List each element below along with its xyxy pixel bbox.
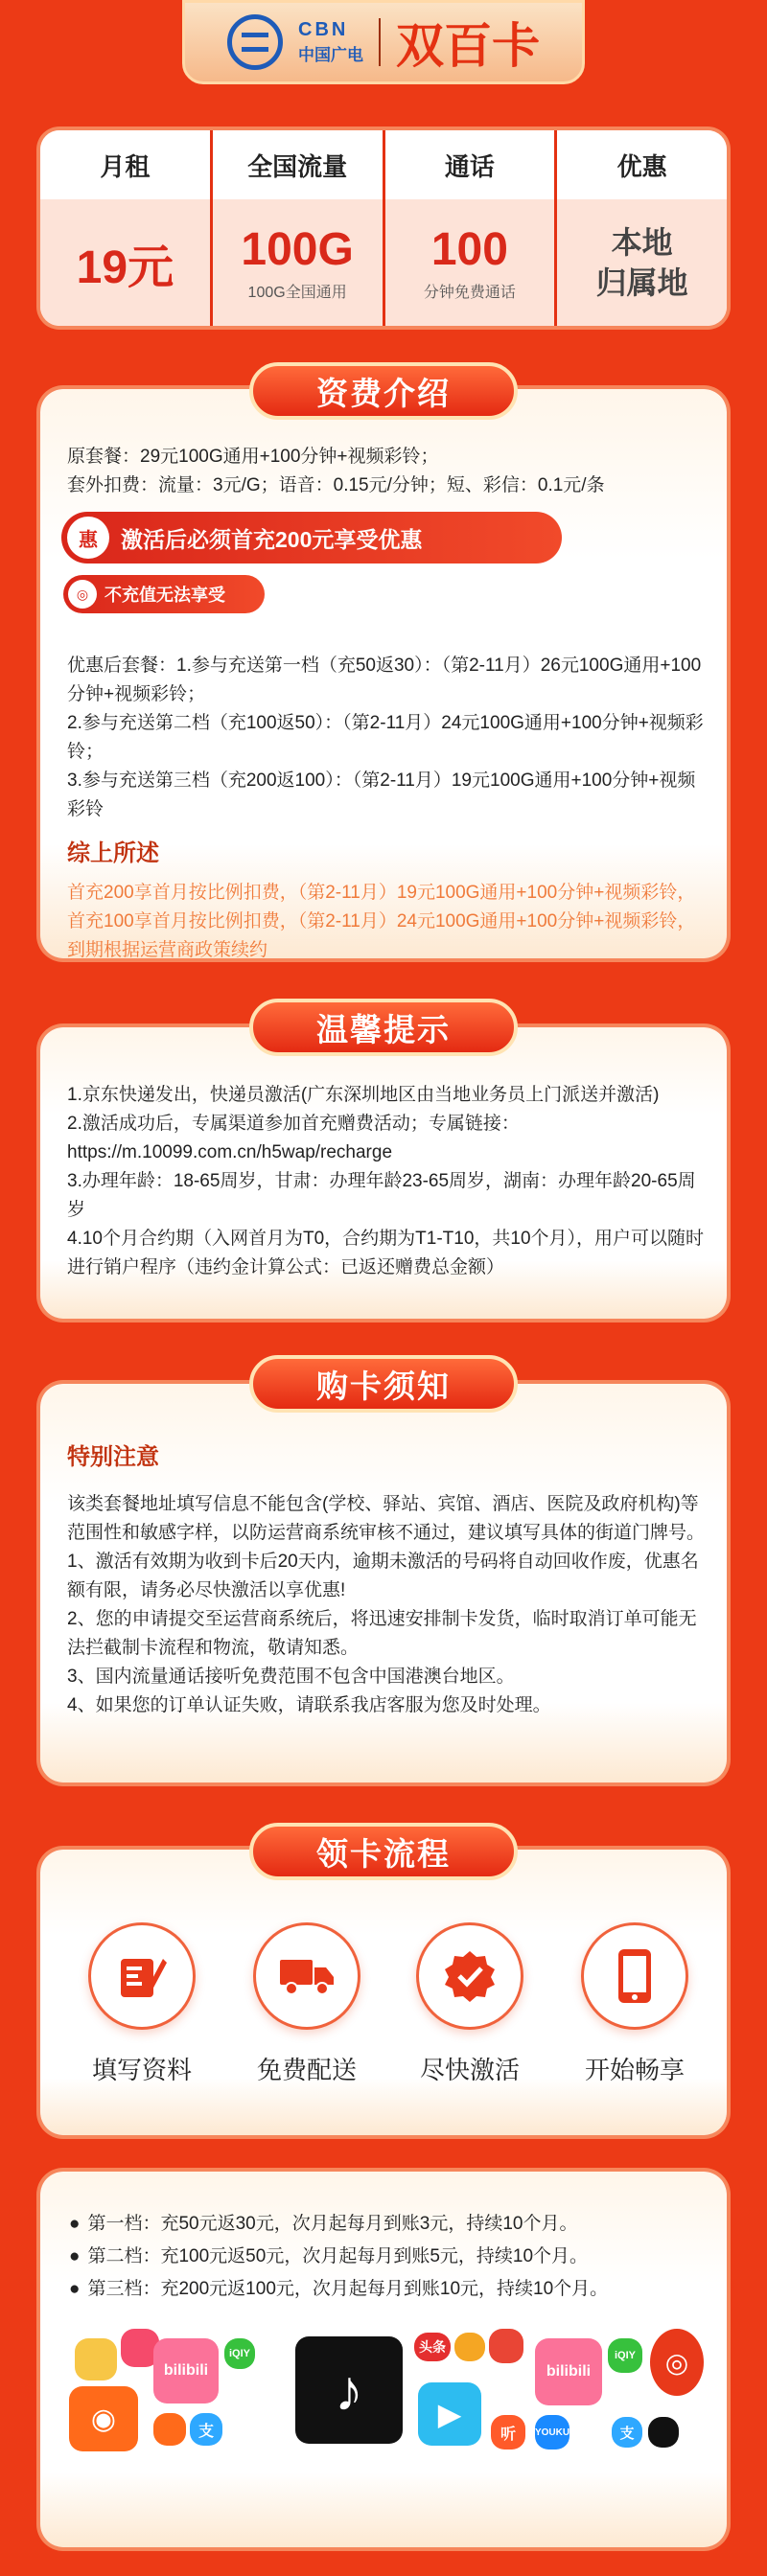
truck-icon <box>253 1922 360 2030</box>
no-recharge-pill <box>63 575 265 613</box>
plan-col-monthly <box>40 130 213 326</box>
ximalaya-icon: 听 <box>491 2415 525 2450</box>
flow-card <box>40 1850 727 2135</box>
flow-step-activate <box>403 1922 537 2086</box>
plan-value-cell <box>385 199 555 326</box>
toutiao-icon: 头条 <box>414 2333 451 2361</box>
brand-cn: 中国广电 <box>298 46 363 64</box>
kuaishou-icon: ◉ <box>69 2386 138 2451</box>
discount-badge-icon: 惠 <box>67 517 109 559</box>
check-badge-icon <box>416 1922 523 2030</box>
qq-icon <box>648 2417 679 2448</box>
plan-col-calls <box>385 130 558 326</box>
youku-icon: YOUKU <box>535 2415 569 2450</box>
tier-item: ● 第三档：充200元返100元，次月起每月到账10元，持续10个月。 <box>69 2273 708 2306</box>
summary-text: 首充200享首月按比例扣费，（第2-11月）19元100G通用+100分钟+视频彩铃，首充100享首月按比例扣费，（第2-11月）24元100G通用+100分钟+视频彩铃，到期根据运营商政策续约 <box>67 883 696 960</box>
iqiyi-icon: iQIY <box>224 2338 255 2369</box>
mango-tv-icon <box>153 2413 186 2446</box>
summary-title: 综上所述 <box>67 840 159 866</box>
plan-summary-table <box>40 130 727 326</box>
brand-block <box>298 19 363 65</box>
tips-card <box>40 1027 727 1319</box>
tip-item: 3.办理年龄：18-65周岁，甘肃：办理年龄23-65周岁，湖南：办理年龄20-65周岁 <box>67 1171 696 1220</box>
tencent-video-icon: ▶ <box>418 2382 481 2446</box>
page-title: 双百卡 <box>396 19 540 73</box>
notice-item: 2、您的申请提交至运营商系统后，将迅速安排制卡发货，临时取消订单可能无法拦截制卡流程和物流，敬请知悉。 <box>67 1609 697 1658</box>
plan-header: 月租 <box>40 130 210 199</box>
recharge-required-pill <box>61 512 562 564</box>
brand-en: CBN <box>298 19 349 40</box>
cbn-logo-icon <box>227 14 283 70</box>
flow-step-enjoy <box>568 1922 702 2086</box>
pill-text: 不充值无法享受 <box>105 586 225 605</box>
notice-item: 该类套餐地址填写信息不能包含(学校、驿站、宾馆、酒店、医院及政府机构)等范围性和敏感字样，以防运营商系统审核不通过，建议填写具体的街道门牌号。 <box>67 1494 706 1543</box>
app-icon-grid <box>69 2329 702 2463</box>
iqiyi-icon: iQIY <box>608 2338 642 2373</box>
notice-subtitle: 特别注意 <box>67 1444 159 1470</box>
tier-item: ● 第二档：充100元返50元，次月起每月到账5元，持续10个月。 <box>69 2241 708 2273</box>
flow-step-label: 免费配送 <box>256 2056 357 2084</box>
original-plan-text: 原套餐：29元100G通用+100分钟+视频彩铃； <box>67 447 439 467</box>
plan-col-benefit <box>557 130 727 326</box>
flow-step-label: 填写资料 <box>91 2056 192 2084</box>
bilibili-icon: bilibili <box>535 2338 602 2405</box>
offer-text: 优惠后套餐：1.参与充送第一档（充50返30）：（第2-11月）26元100G通用+100分钟+视频彩铃； <box>67 656 702 704</box>
tariff-card <box>40 389 727 958</box>
extra-fee-text: 套外扣费：流量：3元/G；语音：0.15元/分钟；短、彩信：0.1元/条 <box>67 475 605 495</box>
douyin-icon: ♪ <box>295 2336 403 2444</box>
alipay-icon: 支 <box>612 2417 642 2448</box>
notice-card <box>40 1384 727 1782</box>
plan-subvalue: 100G全国通用 <box>247 285 347 301</box>
plan-col-data <box>213 130 385 326</box>
bilibili-icon: bilibili <box>153 2338 219 2404</box>
flow-step-fill-info <box>75 1922 209 2086</box>
tier-item: ● 第一档：充50元返30元，次月起每月到账3元，持续10个月。 <box>69 2208 708 2241</box>
notice-item: 1、激活有效期为收到卡后20天内，逾期未激活的号码将自动回收作废，优惠名额有限，请务必尽快激活以享优惠! <box>67 1552 699 1600</box>
app-icon-small <box>489 2329 523 2363</box>
plan-header: 全国流量 <box>213 130 383 199</box>
tip-item: 4.10个月合约期（入网首月为T0，合约期为T1-T10，共10个月），用户可以随时进行销户程序（违约金计算公式：已返还赠费总金额） <box>67 1229 705 1277</box>
plan-value-cell <box>213 199 383 326</box>
flow-step-label: 开始畅享 <box>584 2056 685 2084</box>
offer-text: 3.参与充送第三档（充200返100）：（第2-11月）19元100G通用+100分钟+视频彩铃 <box>67 770 696 819</box>
section-title-tariff: 资费介绍 <box>249 362 518 420</box>
tiers-card <box>40 2172 727 2547</box>
plan-value-cell <box>557 199 727 326</box>
pill-text: 激活后必须首充200元享受优惠 <box>121 526 423 552</box>
header-banner <box>182 0 585 84</box>
edit-icon <box>88 1922 196 2030</box>
flow-step-delivery <box>240 1922 374 2086</box>
section-title-notice: 购卡须知 <box>249 1355 518 1413</box>
weibo-icon <box>454 2333 485 2361</box>
plan-value-cell <box>40 199 210 326</box>
banner-divider <box>379 18 381 66</box>
netease-music-icon: ◎ <box>650 2329 704 2396</box>
plan-value: 归属地 <box>595 265 688 300</box>
plan-value: 100G <box>241 224 354 275</box>
offer-text: 2.参与充送第二档（充100返50）：（第2-11月）24元100G通用+100分钟+视频彩铃； <box>67 713 704 762</box>
tip-item: 2.激活成功后，专属渠道参加首充赠费活动；专属链接：https://m.10099.com.cn/h5wap/recharge <box>67 1114 520 1162</box>
plan-header: 通话 <box>385 130 555 199</box>
tip-item: 1.京东快递发出，快递员激活(广东深圳地区由当地业务员上门派送并激活) <box>67 1085 660 1105</box>
warning-icon: ◎ <box>68 580 97 609</box>
plan-value: 本地 <box>611 225 673 260</box>
notice-item: 4、如果您的订单认证失败，请联系我店客服为您及时处理。 <box>67 1695 551 1715</box>
plan-header: 优惠 <box>557 130 727 199</box>
plan-value: 19元 <box>76 242 174 293</box>
alipay-icon: 支 <box>190 2413 222 2446</box>
phone-icon <box>581 1922 688 2030</box>
app-icon-small <box>75 2338 117 2380</box>
flow-step-label: 尽快激活 <box>419 2056 520 2084</box>
section-title-tips: 温馨提示 <box>249 999 518 1056</box>
plan-subvalue: 分钟免费通话 <box>423 285 516 301</box>
plan-value: 100 <box>430 224 508 275</box>
notice-item: 3、国内流量通话接听免费范围不包含中国港澳台地区。 <box>67 1667 515 1687</box>
section-title-flow: 领卡流程 <box>249 1823 518 1880</box>
